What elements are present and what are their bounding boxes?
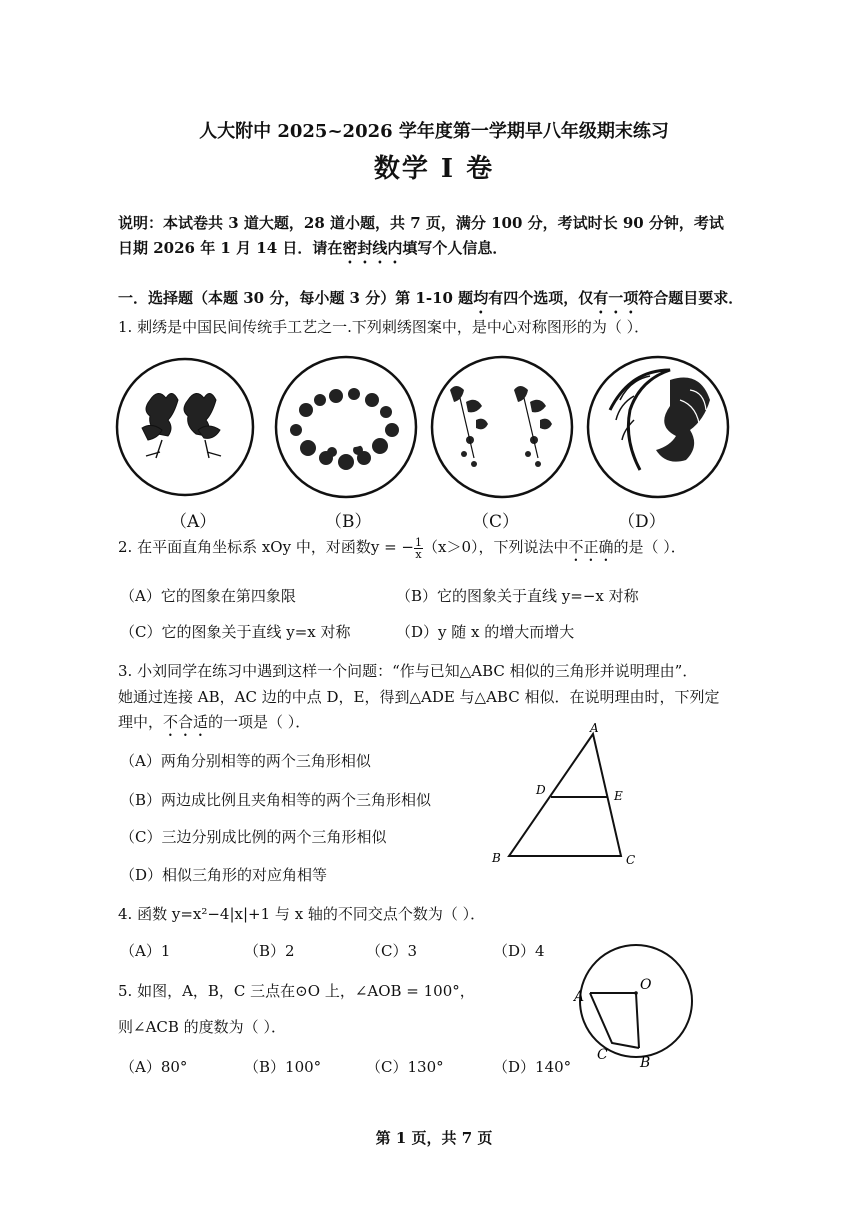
triangle-figure [480, 720, 650, 870]
page-number: 第 1 页，共 7 页 [375, 1129, 493, 1147]
section-heading [118, 287, 743, 317]
q2-option-d: （D）y 随 x 的增大而增大 [396, 623, 575, 641]
embroidery-pattern-d [588, 357, 728, 497]
question-5-line-2: 则∠ACB 的度数为（ ）． [118, 1018, 286, 1036]
circle-label-b: B [640, 1055, 651, 1071]
q4-option-a: （A）1 [120, 942, 171, 960]
q2-fraction-numerator: 1 [415, 535, 422, 549]
q3-text: 的一项是（ ）． [208, 713, 311, 731]
triangle-label-d: D [536, 783, 546, 797]
q3-option-c: （C）三边分别成比例的两个三角形相似 [120, 828, 387, 846]
figure-label-c: （C） [472, 512, 520, 532]
q3-emphasis: 不合适 [163, 713, 209, 731]
q5-option-c: （C）130° [366, 1058, 444, 1076]
embroidery-pattern-c [432, 357, 572, 497]
section-emphasis: 均 [473, 289, 489, 307]
triangle-label-b: B [492, 851, 501, 865]
instructions-text: 日期 2026 年 1 月 14 日．请在 [118, 239, 343, 257]
q2-fraction-denominator: x [415, 547, 422, 561]
q5-option-d: （D）140° [493, 1058, 572, 1076]
question-3-line-3 [118, 711, 310, 740]
figure-label-b: （B） [325, 512, 372, 532]
figure-label-a: （A） [170, 512, 217, 532]
instructions-emphasis: 密封线内 [342, 239, 403, 257]
question-4-stem: 4. 函数 y=x²−4|x|+1 与 x 轴的不同交点个数为（ ）． [118, 905, 486, 923]
circle-label-a: A [574, 989, 585, 1005]
q5-option-a: （A）80° [120, 1058, 188, 1076]
q2-option-b: （B）它的图象关于直线 y=−x 对称 [396, 587, 639, 605]
q4-option-c: （C）3 [366, 942, 418, 960]
q5-option-b: （B）100° [244, 1058, 322, 1076]
q4-option-d: （D）4 [493, 942, 545, 960]
q2-fraction [414, 537, 423, 560]
instructions-text: 填写个人信息． [402, 239, 508, 257]
circle-figure [566, 935, 706, 1075]
instructions-line-2 [118, 237, 507, 267]
q2-text: 的是（ ）． [613, 538, 686, 556]
question-1-stem: 1. 刺绣是中国民间传统手工艺之一.下列刺绣图案中，是中心对称图形的为（ ）． [118, 318, 650, 336]
q2-option-a: （A）它的图象在第四象限 [120, 587, 296, 605]
q3-option-b: （B）两边成比例且夹角相等的两个三角形相似 [120, 791, 432, 809]
question-2-stem [118, 536, 686, 565]
q2-text: 2. 在平面直角坐标系 xOy 中，对函数y = − [118, 538, 414, 556]
exam-subtitle: 数学 I 卷 [373, 154, 495, 184]
section-text: 一．选择题（本题 30 分，每小题 3 分）第 1-10 题 [118, 289, 474, 307]
circle-label-c: C [597, 1047, 608, 1063]
figure-label-d: （D） [618, 512, 666, 532]
instructions-line-1: 说明：本试卷共 3 道大题，28 道小题，共 7 页，满分 100 分，考试时长 90 分钟，考试 [118, 214, 724, 232]
embroidery-pattern-a [117, 359, 253, 495]
q3-text: 理中， [118, 713, 164, 731]
question-5-line-1: 5. 如图，A，B，C 三点在⊙O 上，∠AOB = 100°， [118, 982, 475, 1000]
section-emphasis: 有一项 [593, 289, 639, 307]
q3-option-d: （D）相似三角形的对应角相等 [120, 866, 328, 884]
question-3-line-1: 3. 小刘同学在练习中遇到这样一个问题：“作与已知△ABC 相似的三角形并说明理由”． [118, 662, 698, 680]
embroidery-pattern-b [276, 357, 416, 497]
q2-emphasis: 不正确 [568, 538, 614, 556]
triangle-label-a: A [590, 721, 599, 735]
question-3-line-2: 她通过连接 AB，AC 边的中点 D，E，得到△ADE 与△ABC 相似．在说明理由时，下列定 [118, 688, 720, 706]
q2-text: （x＞0），下列说法中 [423, 538, 569, 556]
exam-title: 人大附中 2025~2026 学年度第一学期早八年级期末练习 [199, 121, 669, 142]
section-text: 有四个选项，仅 [488, 289, 594, 307]
circle-label-o: O [640, 977, 652, 993]
triangle-label-c: C [626, 853, 636, 867]
embroidery-figures [110, 350, 740, 510]
section-text: 符合题目要求． [638, 289, 744, 307]
q2-option-c: （C）它的图象关于直线 y=x 对称 [120, 623, 351, 641]
q3-option-a: （A）两角分别相等的两个三角形相似 [120, 752, 371, 770]
q4-option-b: （B）2 [244, 942, 295, 960]
triangle-label-e: E [614, 789, 623, 803]
